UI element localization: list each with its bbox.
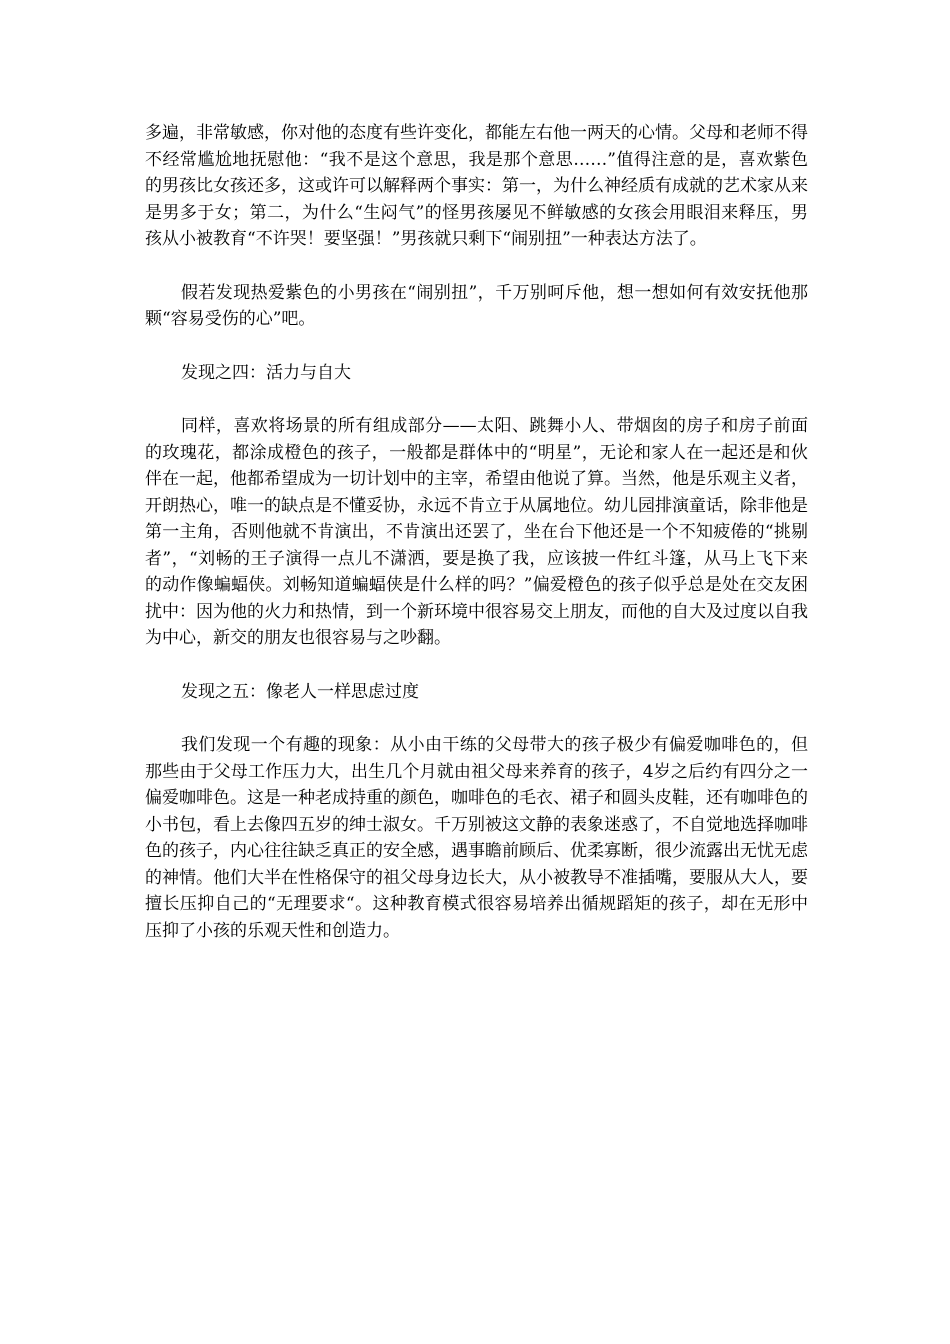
- section-heading-four: 发现之四：活力与自大: [181, 362, 351, 383]
- paragraph-purple-advice: 假若发现热爱紫色的小男孩在“闹别扭”，千万别呵斥他，想一想如何有效安抚他那颗“容易受伤的心”吧。: [145, 282, 808, 329]
- paragraph-brown: 我们发现一个有趣的现象：从小由干练的父母带大的孩子极少有偏爱咖啡色的，但那些由于父母工作压力大，出生几个月就由祖父母来养育的孩子，4岁之后约有四分之一偏爱咖啡色。这是一种老成持重的颜色，咖啡色的毛衣、裙子和圆头皮鞋，还有咖啡色的小书包，看上去像四五岁的绅士淑女。千万别被这文静的表象迷惑了，不自觉地选择咖啡色的孩子，内心往往缺乏真正的安全感，遇事瞻前顾后、优柔寡断，很少流露出无忧无虑的神情。他们大半在性格保守的祖父母身边长大，从小被教导不准插嘴，要服从大人，要擅长压抑自己的“无理要求“。这种教育模式很容易培养出循规蹈矩的孩子，却在无形中压抑了小孩的乐观天性和创造力。: [145, 735, 808, 941]
- document-body: [145, 120, 808, 971]
- section-heading-five: 发现之五：像老人一样思虑过度: [181, 681, 419, 702]
- paragraph-orange: 同样，喜欢将场景的所有组成部分——太阳、跳舞小人、带烟囱的房子和房子前面的玫瑰花，都涂成橙色的孩子，一般都是群体中的“明星”，无论和家人在一起还是和伙伴在一起，他都希望成为一切计划中的主宰，希望由他说了算。当然，他是乐观主义者，开朗热心，唯一的缺点是不懂妥协，永远不肯立于从属地位。幼儿园排演童话，除非他是第一主角，否则他就不肯演出，不肯演出还罢了，坐在台下他还是一个不知疲倦的“挑剔者”，“刘畅的王子演得一点儿不潇洒，要是换了我，应该披一件红斗篷，从马上飞下来的动作像蝙蝠侠。刘畅知道蝙蝠侠是什么样的吗？”偏爱橙色的孩子似乎总是处在交友困扰中：因为他的火力和热情，到一个新环境中很容易交上朋友，而他的自大及过度以自我为中心，新交的朋友也很容易与之吵翻。: [145, 416, 808, 648]
- paragraph-purple-continued: 多遍，非常敏感，你对他的态度有些许变化，都能左右他一两天的心情。父母和老师不得不经常尴尬地抚慰他：“我不是这个意思，我是那个意思……”值得注意的是，喜欢紫色的男孩比女孩还多，这或许可以解释两个事实：第一，为什么神经质有成就的艺术家从来是男多于女；第二，为什么“生闷气”的怪男孩屡见不鲜敏感的女孩会用眼泪来释压，男孩从小被教育“不许哭！要坚强！”男孩就只剩下“闹别扭”一种表达方法了。: [145, 123, 808, 249]
